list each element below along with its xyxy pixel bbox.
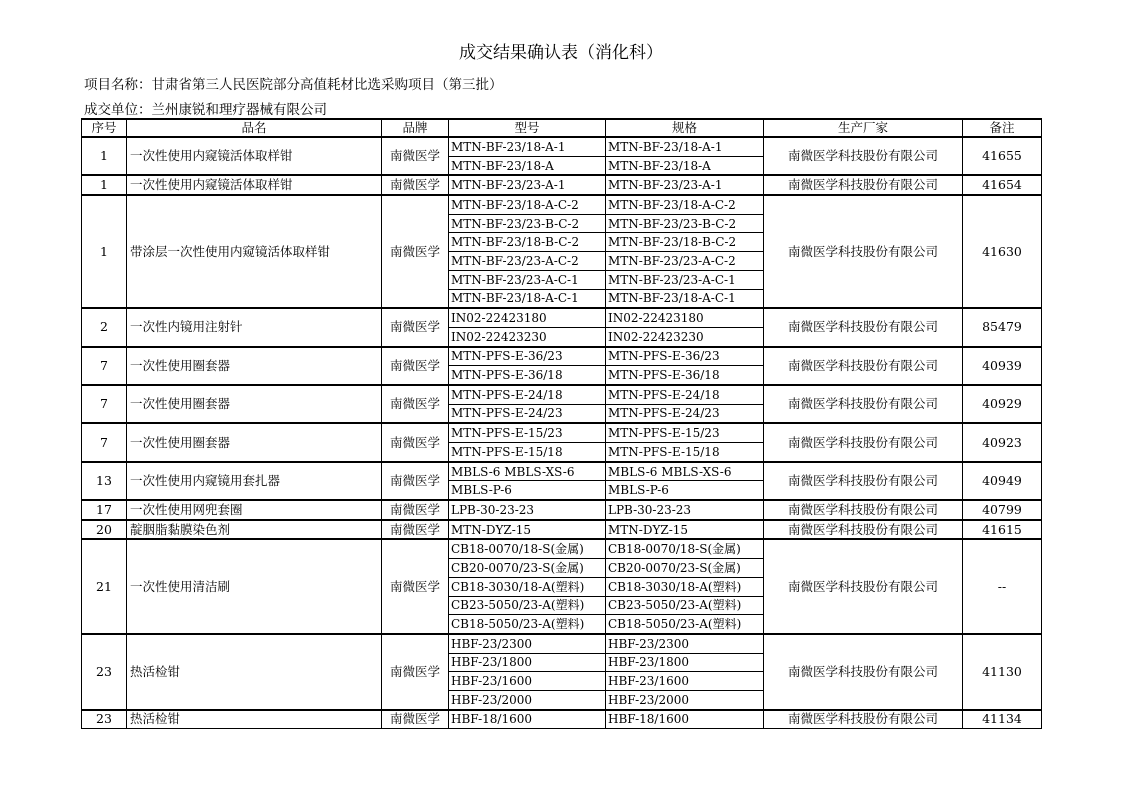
cell-spec: MTN-BF-23/18-B-C-2 xyxy=(606,233,764,252)
cell-product-name: 一次性内镜用注射针 xyxy=(127,308,382,346)
cell-spec: CB18-5050/23-A(塑料) xyxy=(606,615,764,634)
cell-spec: HBF-18/1600 xyxy=(606,710,764,729)
cell-product-name: 一次性使用内窥镜活体取样钳 xyxy=(127,175,382,195)
cell-model: LPB-30-23-23 xyxy=(449,500,606,520)
cell-model: IN02-22423180 xyxy=(449,308,606,327)
cell-product-name: 一次性使用圈套器 xyxy=(127,385,382,423)
cell-note: 40939 xyxy=(963,347,1042,385)
cell-model: MTN-PFS-E-24/23 xyxy=(449,404,606,423)
cell-spec: MBLS-6 MBLS-XS-6 xyxy=(606,462,764,481)
cell-note: 40949 xyxy=(963,462,1042,500)
cell-spec: MTN-BF-23/23-B-C-2 xyxy=(606,214,764,233)
cell-spec: MBLS-P-6 xyxy=(606,481,764,500)
cell-spec: HBF-23/2300 xyxy=(606,634,764,653)
cell-product-name: 热活检钳 xyxy=(127,710,382,729)
cell-brand: 南微医学 xyxy=(382,710,449,729)
table-row xyxy=(82,462,1042,481)
cell-brand: 南微医学 xyxy=(382,175,449,195)
cell-no: 1 xyxy=(82,175,127,195)
cell-spec: MTN-DYZ-15 xyxy=(606,520,764,540)
cell-model: MBLS-6 MBLS-XS-6 xyxy=(449,462,606,481)
cell-brand: 南微医学 xyxy=(382,385,449,423)
cell-model: HBF-23/1600 xyxy=(449,672,606,691)
cell-product-name: 热活检钳 xyxy=(127,634,382,710)
cell-model: CB18-0070/18-S(金属) xyxy=(449,539,606,558)
cell-brand: 南微医学 xyxy=(382,308,449,346)
header-note: 备注 xyxy=(963,119,1042,137)
cell-model: MTN-BF-23/18-B-C-2 xyxy=(449,233,606,252)
cell-manufacturer: 南微医学科技股份有限公司 xyxy=(764,308,963,346)
cell-model: MTN-PFS-E-15/23 xyxy=(449,423,606,442)
table-row xyxy=(82,539,1042,558)
cell-product-name: 一次性使用网兜套圈 xyxy=(127,500,382,520)
cell-model: HBF-23/2300 xyxy=(449,634,606,653)
cell-model: MTN-BF-23/23-A-C-1 xyxy=(449,270,606,289)
cell-model: MTN-PFS-E-24/18 xyxy=(449,385,606,404)
cell-spec: MTN-BF-23/23-A-C-2 xyxy=(606,252,764,271)
cell-manufacturer: 南微医学科技股份有限公司 xyxy=(764,520,963,540)
cell-spec: LPB-30-23-23 xyxy=(606,500,764,520)
cell-brand: 南微医学 xyxy=(382,520,449,540)
cell-model: CB23-5050/23-A(塑料) xyxy=(449,596,606,615)
cell-note: 40929 xyxy=(963,385,1042,423)
cell-spec: CB23-5050/23-A(塑料) xyxy=(606,596,764,615)
cell-brand: 南微医学 xyxy=(382,500,449,520)
project-name-line: 项目名称：甘肃省第三人民医院部分高值耗材比选采购项目（第三批） xyxy=(84,77,503,93)
cell-no: 2 xyxy=(82,308,127,346)
cell-spec: MTN-BF-23/23-A-C-1 xyxy=(606,270,764,289)
cell-spec: IN02-22423180 xyxy=(606,308,764,327)
table-row xyxy=(82,347,1042,366)
cell-no: 23 xyxy=(82,634,127,710)
cell-note: 85479 xyxy=(963,308,1042,346)
cell-model: HBF-23/1800 xyxy=(449,653,606,672)
cell-product-name: 靛胭脂黏膜染色剂 xyxy=(127,520,382,540)
table-row xyxy=(82,195,1042,214)
cell-spec: MTN-BF-23/18-A-C-2 xyxy=(606,195,764,214)
cell-no: 20 xyxy=(82,520,127,540)
cell-spec: MTN-PFS-E-36/23 xyxy=(606,347,764,366)
table-row xyxy=(82,137,1042,156)
cell-model: MTN-BF-23/23-A-C-2 xyxy=(449,252,606,271)
cell-manufacturer: 南微医学科技股份有限公司 xyxy=(764,347,963,385)
table-row xyxy=(82,520,1042,540)
cell-model: MTN-BF-23/18-A-1 xyxy=(449,137,606,156)
cell-model: CB20-0070/23-S(金属) xyxy=(449,559,606,578)
supplier-unit-line: 成交单位：兰州康锐和理疗器械有限公司 xyxy=(84,102,327,118)
cell-model: MTN-PFS-E-36/18 xyxy=(449,366,606,385)
cell-spec: HBF-23/2000 xyxy=(606,690,764,709)
cell-manufacturer: 南微医学科技股份有限公司 xyxy=(764,385,963,423)
cell-spec: CB18-3030/18-A(塑料) xyxy=(606,577,764,596)
cell-spec: MTN-BF-23/18-A-1 xyxy=(606,137,764,156)
cell-model: MTN-BF-23/18-A-C-1 xyxy=(449,289,606,308)
cell-model: MTN-BF-23/18-A-C-2 xyxy=(449,195,606,214)
cell-brand: 南微医学 xyxy=(382,423,449,461)
cell-no: 21 xyxy=(82,539,127,633)
cell-spec: CB18-0070/18-S(金属) xyxy=(606,539,764,558)
cell-no: 1 xyxy=(82,137,127,175)
cell-manufacturer: 南微医学科技股份有限公司 xyxy=(764,634,963,710)
cell-brand: 南微医学 xyxy=(382,195,449,308)
cell-product-name: 一次性使用圈套器 xyxy=(127,423,382,461)
cell-spec: HBF-23/1800 xyxy=(606,653,764,672)
table-row xyxy=(82,175,1042,195)
cell-brand: 南微医学 xyxy=(382,539,449,633)
cell-model: IN02-22423230 xyxy=(449,327,606,346)
cell-manufacturer: 南微医学科技股份有限公司 xyxy=(764,423,963,461)
cell-model: CB18-5050/23-A(塑料) xyxy=(449,615,606,634)
cell-model: MTN-BF-23/23-B-C-2 xyxy=(449,214,606,233)
cell-note: 41655 xyxy=(963,137,1042,175)
cell-model: MTN-BF-23/23-A-1 xyxy=(449,175,606,195)
cell-spec: MTN-PFS-E-36/18 xyxy=(606,366,764,385)
table-row xyxy=(82,500,1042,520)
cell-manufacturer: 南微医学科技股份有限公司 xyxy=(764,539,963,633)
cell-spec: HBF-23/1600 xyxy=(606,672,764,691)
cell-product-name: 一次性使用内窥镜用套扎器 xyxy=(127,462,382,500)
results-table xyxy=(81,118,1042,729)
cell-note: 41654 xyxy=(963,175,1042,195)
table-row xyxy=(82,308,1042,327)
header-manufacturer: 生产厂家 xyxy=(764,119,963,137)
cell-model: MTN-BF-23/18-A xyxy=(449,156,606,175)
header-no: 序号 xyxy=(82,119,127,137)
cell-note: 41615 xyxy=(963,520,1042,540)
header-brand: 品牌 xyxy=(382,119,449,137)
cell-no: 23 xyxy=(82,710,127,729)
cell-model: HBF-18/1600 xyxy=(449,710,606,729)
cell-brand: 南微医学 xyxy=(382,347,449,385)
table-body xyxy=(82,137,1042,729)
header-product-name: 品名 xyxy=(127,119,382,137)
table-row xyxy=(82,710,1042,729)
cell-no: 7 xyxy=(82,423,127,461)
cell-spec: CB20-0070/23-S(金属) xyxy=(606,559,764,578)
cell-spec: MTN-BF-23/23-A-1 xyxy=(606,175,764,195)
cell-brand: 南微医学 xyxy=(382,462,449,500)
cell-no: 17 xyxy=(82,500,127,520)
cell-manufacturer: 南微医学科技股份有限公司 xyxy=(764,175,963,195)
cell-model: MTN-PFS-E-15/18 xyxy=(449,443,606,462)
cell-spec: IN02-22423230 xyxy=(606,327,764,346)
cell-model: HBF-23/2000 xyxy=(449,690,606,709)
cell-model: CB18-3030/18-A(塑料) xyxy=(449,577,606,596)
cell-manufacturer: 南微医学科技股份有限公司 xyxy=(764,500,963,520)
cell-note: -- xyxy=(963,539,1042,633)
cell-spec: MTN-PFS-E-24/18 xyxy=(606,385,764,404)
cell-spec: MTN-PFS-E-15/23 xyxy=(606,423,764,442)
cell-no: 13 xyxy=(82,462,127,500)
table-row xyxy=(82,385,1042,404)
cell-manufacturer: 南微医学科技股份有限公司 xyxy=(764,137,963,175)
cell-product-name: 带涂层一次性使用内窥镜活体取样钳 xyxy=(127,195,382,308)
header-model: 型号 xyxy=(449,119,606,137)
cell-no: 7 xyxy=(82,347,127,385)
cell-manufacturer: 南微医学科技股份有限公司 xyxy=(764,462,963,500)
cell-model: MTN-PFS-E-36/23 xyxy=(449,347,606,366)
header-spec: 规格 xyxy=(606,119,764,137)
cell-note: 41630 xyxy=(963,195,1042,308)
cell-no: 1 xyxy=(82,195,127,308)
cell-manufacturer: 南微医学科技股份有限公司 xyxy=(764,710,963,729)
cell-product-name: 一次性使用内窥镜活体取样钳 xyxy=(127,137,382,175)
cell-model: MTN-DYZ-15 xyxy=(449,520,606,540)
cell-model: MBLS-P-6 xyxy=(449,481,606,500)
page-title: 成交结果确认表（消化科） xyxy=(459,43,663,63)
cell-note: 40923 xyxy=(963,423,1042,461)
cell-spec: MTN-PFS-E-15/18 xyxy=(606,443,764,462)
cell-no: 7 xyxy=(82,385,127,423)
cell-spec: MTN-BF-23/18-A-C-1 xyxy=(606,289,764,308)
cell-note: 40799 xyxy=(963,500,1042,520)
cell-manufacturer: 南微医学科技股份有限公司 xyxy=(764,195,963,308)
table-header-row xyxy=(82,119,1042,137)
table-row xyxy=(82,634,1042,653)
cell-product-name: 一次性使用清洁刷 xyxy=(127,539,382,633)
cell-brand: 南微医学 xyxy=(382,137,449,175)
table-row xyxy=(82,423,1042,442)
cell-spec: MTN-PFS-E-24/23 xyxy=(606,404,764,423)
cell-note: 41130 xyxy=(963,634,1042,710)
cell-spec: MTN-BF-23/18-A xyxy=(606,156,764,175)
cell-product-name: 一次性使用圈套器 xyxy=(127,347,382,385)
cell-note: 41134 xyxy=(963,710,1042,729)
cell-brand: 南微医学 xyxy=(382,634,449,710)
